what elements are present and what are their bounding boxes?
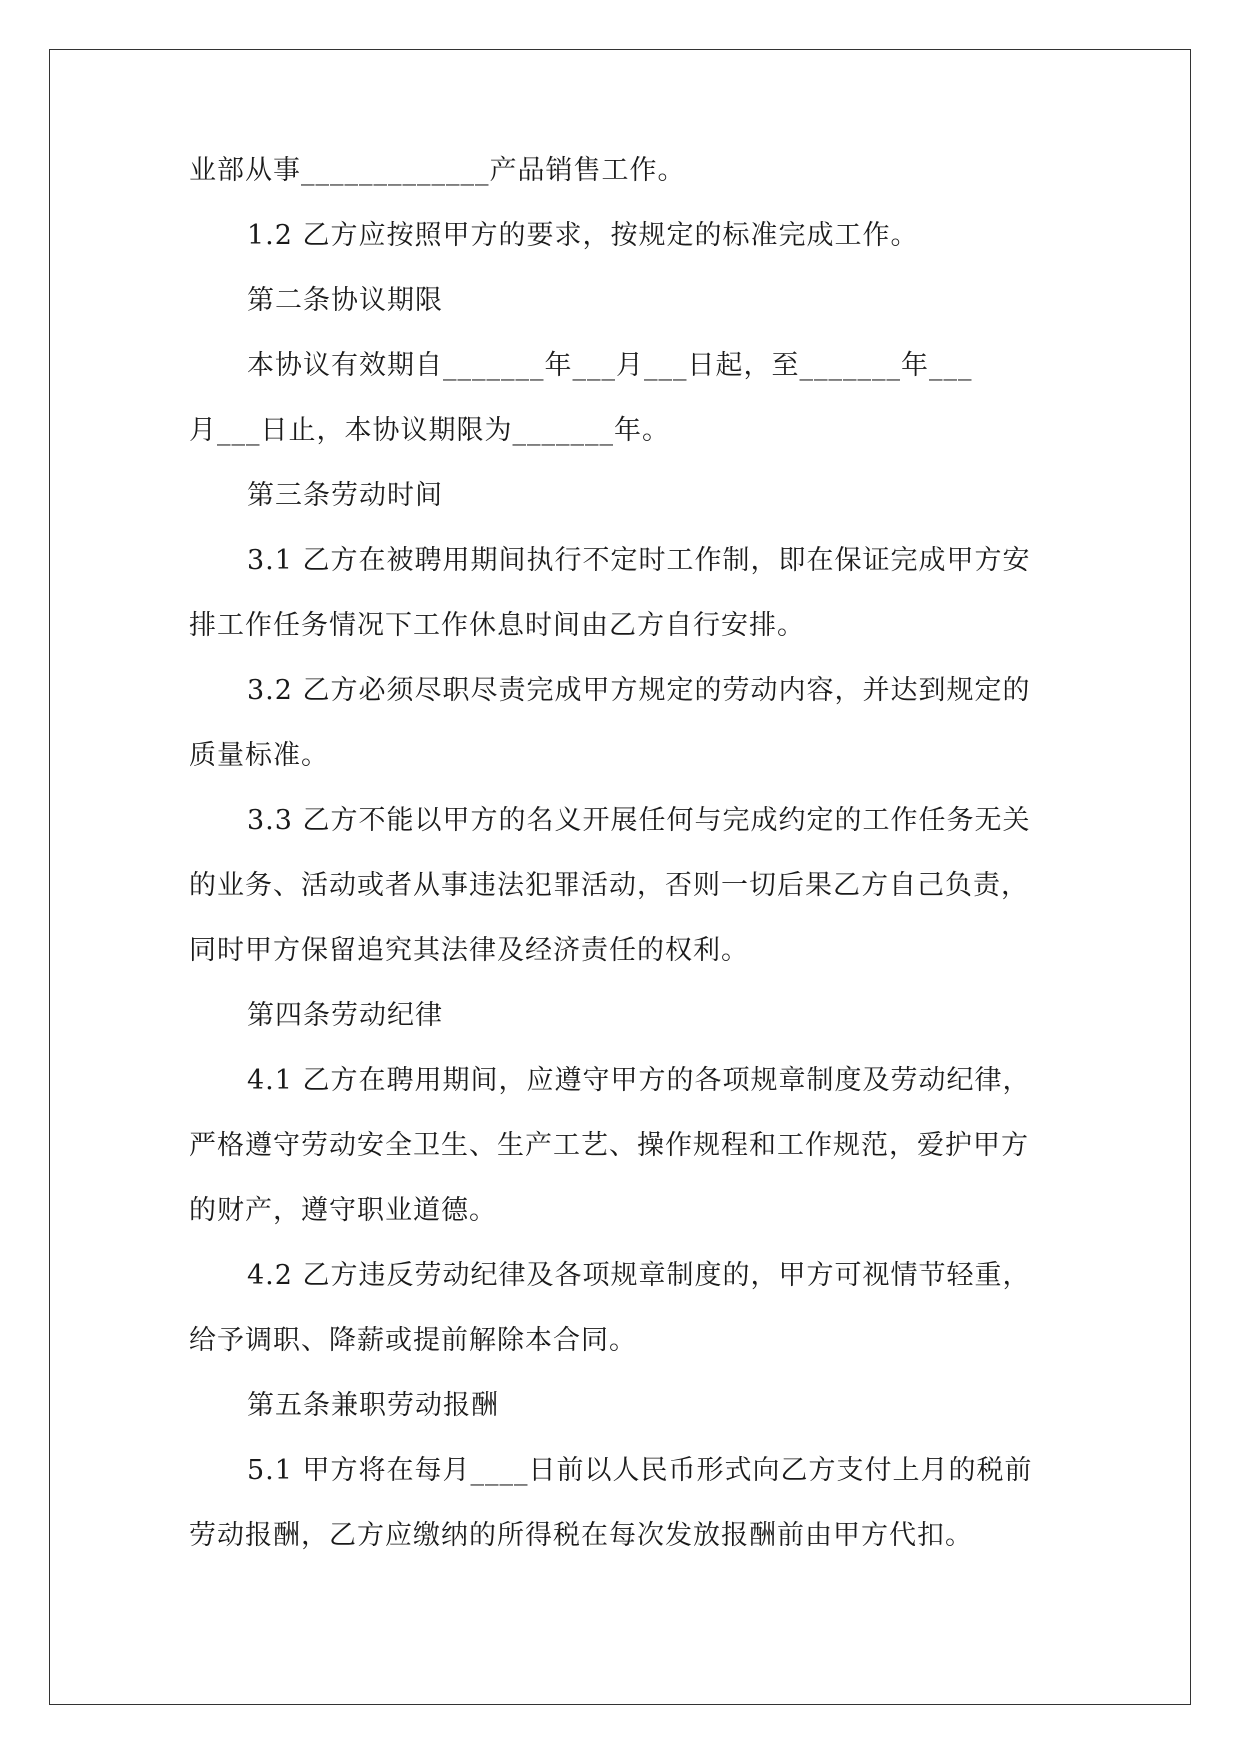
document-body (189, 154, 1069, 1584)
doc-line-21: 5.1 甲方将在每月____日前以人民币形式向乙方支付上月的税前 (247, 1455, 1033, 1486)
doc-line-22: 劳动报酬，乙方应缴纳的所得税在每次发放报酬前由甲方代扣。 (189, 1520, 973, 1551)
doc-line-7: 3.1 乙方在被聘用期间执行不定时工作制，即在保证完成甲方安 (247, 545, 1031, 576)
doc-line-15: 4.1 乙方在聘用期间，应遵守甲方的各项规章制度及劳动纪律， (247, 1065, 1031, 1096)
section-heading-5: 第五条兼职劳动报酬 (247, 1390, 499, 1421)
section-heading-3: 第三条劳动时间 (247, 480, 443, 511)
doc-line-4: 本协议有效期自_______年___月___日起，至_______年___ (247, 350, 973, 381)
doc-line-13: 同时甲方保留追究其法律及经济责任的权利。 (189, 935, 749, 966)
doc-line-10: 质量标准。 (189, 740, 329, 771)
doc-line-17: 的财产，遵守职业道德。 (189, 1195, 497, 1226)
doc-line-9: 3.2 乙方必须尽职尽责完成甲方规定的劳动内容，并达到规定的 (247, 675, 1031, 706)
doc-line-1: 业部从事_____________产品销售工作。 (189, 155, 686, 186)
section-heading-2: 第二条协议期限 (247, 285, 443, 316)
doc-line-19: 给予调职、降薪或提前解除本合同。 (189, 1325, 637, 1356)
doc-line-18: 4.2 乙方违反劳动纪律及各项规章制度的，甲方可视情节轻重， (247, 1260, 1031, 1291)
doc-line-8: 排工作任务情况下工作休息时间由乙方自行安排。 (189, 610, 805, 641)
doc-line-12: 的业务、活动或者从事违法犯罪活动，否则一切后果乙方自己负责， (189, 870, 1029, 901)
section-heading-4: 第四条劳动纪律 (247, 1000, 443, 1031)
doc-line-5: 月___日止，本协议期限为_______年。 (189, 415, 670, 446)
doc-line-11: 3.3 乙方不能以甲方的名义开展任何与完成约定的工作任务无关 (247, 805, 1031, 836)
doc-line-16: 严格遵守劳动安全卫生、生产工艺、操作规程和工作规范，爱护甲方 (189, 1130, 1029, 1161)
doc-line-2: 1.2 乙方应按照甲方的要求，按规定的标准完成工作。 (247, 220, 919, 251)
